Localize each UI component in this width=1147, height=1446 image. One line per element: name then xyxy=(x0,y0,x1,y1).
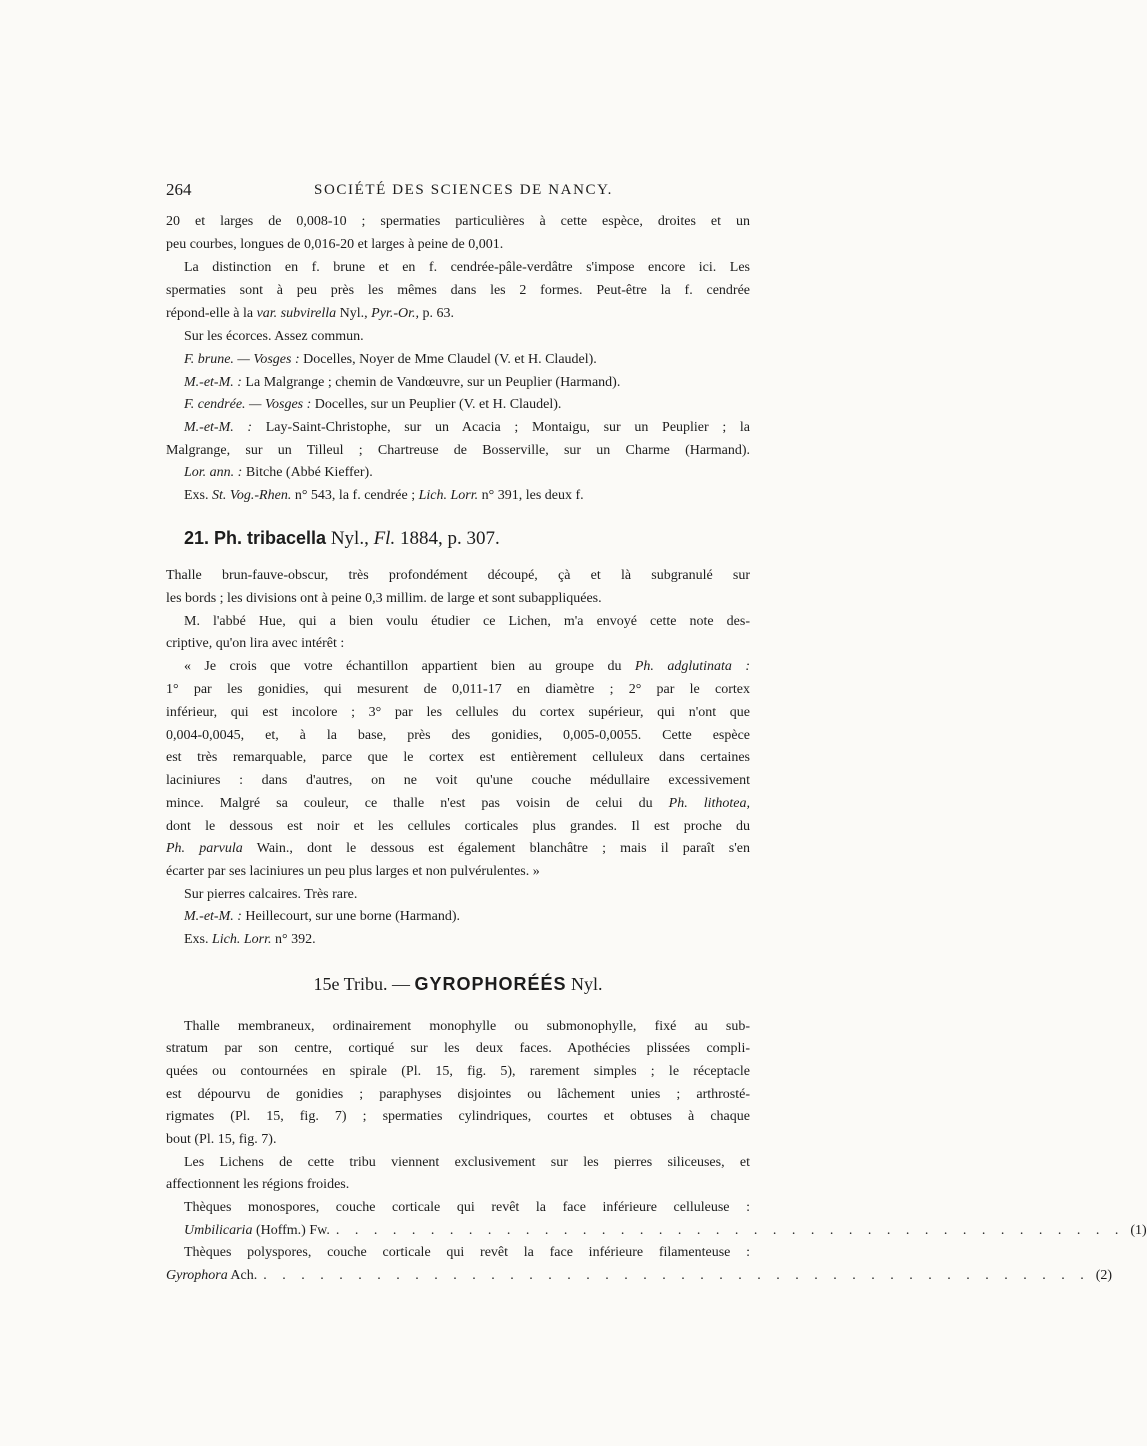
species-heading: 21. Ph. tribacella Nyl., Fl. 1884, p. 307. xyxy=(184,528,500,549)
text-line: 0,004-0,0045, et, à la base, près des gonidies, 0,005-0,0055. Cette espèce xyxy=(166,728,750,743)
text-line: spermaties sont à peu près les mêmes dans les 2 formes. Peut-être la f. cendrée xyxy=(166,283,750,298)
text-line: criptive, qu'on lira avec intérêt : xyxy=(166,636,345,651)
text-line: Sur les écorces. Assez commun. xyxy=(184,329,364,344)
running-title: SOCIÉTÉ DES SCIENCES DE NANCY. xyxy=(314,182,613,198)
text-line: La distinction en f. brune et en f. cendrée-pâle-verdâtre s'impose encore ici. Les xyxy=(184,260,750,275)
dot-leader: . . . . . . . . . . . . . . . . . . . . . . . . . . . . . . . . . . . . . . . . . . xyxy=(335,1223,1125,1238)
text-line: les bords ; les divisions ont à peine 0,3 millim. de large et sont subappliquées. xyxy=(166,591,602,606)
text-line: Exs. St. Vog.-Rhen. n° 543, la f. cendrée ; Lich. Lorr. n° 391, les deux f. xyxy=(184,488,584,503)
text-line: affectionnent les régions froides. xyxy=(166,1177,350,1192)
text-line: rigmates (Pl. 15, fig. 7) ; spermaties cylindriques, courtes et obtuses à chaque xyxy=(166,1109,750,1124)
key-entry-gyrophora: Gyrophora Ach. . . . . . . . . . . . . . . . . . . . . . . . . . . . . . . . . . . . . . . . . . . . . (2) xyxy=(166,1268,1113,1283)
text-line: Les Lichens de cette tribu viennent exclusivement sur les pierres siliceuses, et xyxy=(184,1155,750,1170)
text-line: M.-et-M. : Lay-Saint-Christophe, sur un Acacia ; Montaigu, sur un Peuplier ; la xyxy=(184,420,751,435)
key-entry-umbilicaria: Umbilicaria (Hoffm.) Fw. . . . . . . . . . . . . . . . . . . . . . . . . . . . . . . . . . . . . . . . . . . (1) xyxy=(184,1223,1147,1238)
text-line: Thalle membraneux, ordinairement monophylle ou submonophylle, fixé au sub- xyxy=(184,1019,750,1034)
text-line: Sur pierres calcaires. Très rare. xyxy=(184,887,358,902)
text-line: Thèques monospores, couche corticale qui revêt la face inférieure celluleuse : xyxy=(184,1200,750,1215)
text-line: peu courbes, longues de 0,016-20 et larges à peine de 0,001. xyxy=(166,237,504,252)
text-line: M. l'abbé Hue, qui a bien voulu étudier ce Lichen, m'a envoyé cette note des- xyxy=(184,614,750,629)
text-line: M.-et-M. : La Malgrange ; chemin de Vandœuvre, sur un Peuplier (Harmand). xyxy=(184,375,621,390)
text-line: Lor. ann. : Bitche (Abbé Kieffer). xyxy=(184,465,373,480)
text-line: bout (Pl. 15, fig. 7). xyxy=(166,1132,277,1147)
text-line: répond-elle à la var. subvirella Nyl., Pyr.-Or., p. 63. xyxy=(166,306,454,321)
page-number: 264 xyxy=(166,180,192,199)
text-line: inférieur, qui est incolore ; 3° par les cellules du cortex supérieur, qui n'ont que xyxy=(166,705,750,720)
text-line: laciniures : dans d'autres, on ne voit qu'une couche médullaire excessivement xyxy=(166,773,750,788)
text-line: Malgrange, sur un Tilleul ; Chartreuse de Bosserville, sur un Charme (Harmand). xyxy=(166,443,750,458)
text-line: écarter par ses laciniures un peu plus larges et non pulvérulentes. » xyxy=(166,864,540,879)
text-line: Thalle brun-fauve-obscur, très profondément découpé, çà et là subgranulé sur xyxy=(166,568,750,583)
text-line: stratum par son centre, cortiqué sur les deux faces. Apothécies plissées compli- xyxy=(166,1041,750,1056)
text-line: dont le dessous est noir et les cellules corticales plus grandes. Il est proche du xyxy=(166,819,750,834)
text-line: Exs. Lich. Lorr. n° 392. xyxy=(184,932,316,947)
text-line: est très remarquable, parce que le cortex est entièrement celluleux dans certaines xyxy=(166,750,750,765)
text-line: Ph. parvula Wain., dont le dessous est également blanchâtre ; mais il paraît s'en xyxy=(166,841,750,856)
dot-leader: . . . . . . . . . . . . . . . . . . . . . . . . . . . . . . . . . . . . . . . . . . . . xyxy=(263,1268,1090,1283)
text-line: « Je crois que votre échantillon appartient bien au groupe du Ph. adglutinata : xyxy=(184,659,750,674)
text-line: M.-et-M. : Heillecourt, sur une borne (Harmand). xyxy=(184,909,461,924)
text-line: mince. Malgré sa couleur, ce thalle n'est pas voisin de celui du Ph. lithotea, xyxy=(166,796,750,811)
text-line: 20 et larges de 0,008-10 ; spermaties particulières à cette espèce, droites et un xyxy=(166,214,750,229)
text-line: est dépourvu de gonidies ; paraphyses disjointes ou lâchement unies ; arthrosté- xyxy=(166,1087,750,1102)
text-line: Thèques polyspores, couche corticale qui revêt la face inférieure filamenteuse : xyxy=(184,1245,750,1260)
text-line: quées ou contournées en spirale (Pl. 15, fig. 5), rarement simples ; le réceptacle xyxy=(166,1064,750,1079)
text-line: F. cendrée. — Vosges : Docelles, sur un Peuplier (V. et H. Claudel). xyxy=(184,397,562,412)
text-line: F. brune. — Vosges : Docelles, Noyer de Mme Claudel (V. et H. Claudel). xyxy=(184,352,597,367)
text-line: 1° par les gonidies, qui mesurent de 0,011-17 en diamètre ; 2° par le cortex xyxy=(166,682,750,697)
tribe-heading: 15e Tribu. — GYROPHORÉÉS Nyl. xyxy=(313,974,603,994)
